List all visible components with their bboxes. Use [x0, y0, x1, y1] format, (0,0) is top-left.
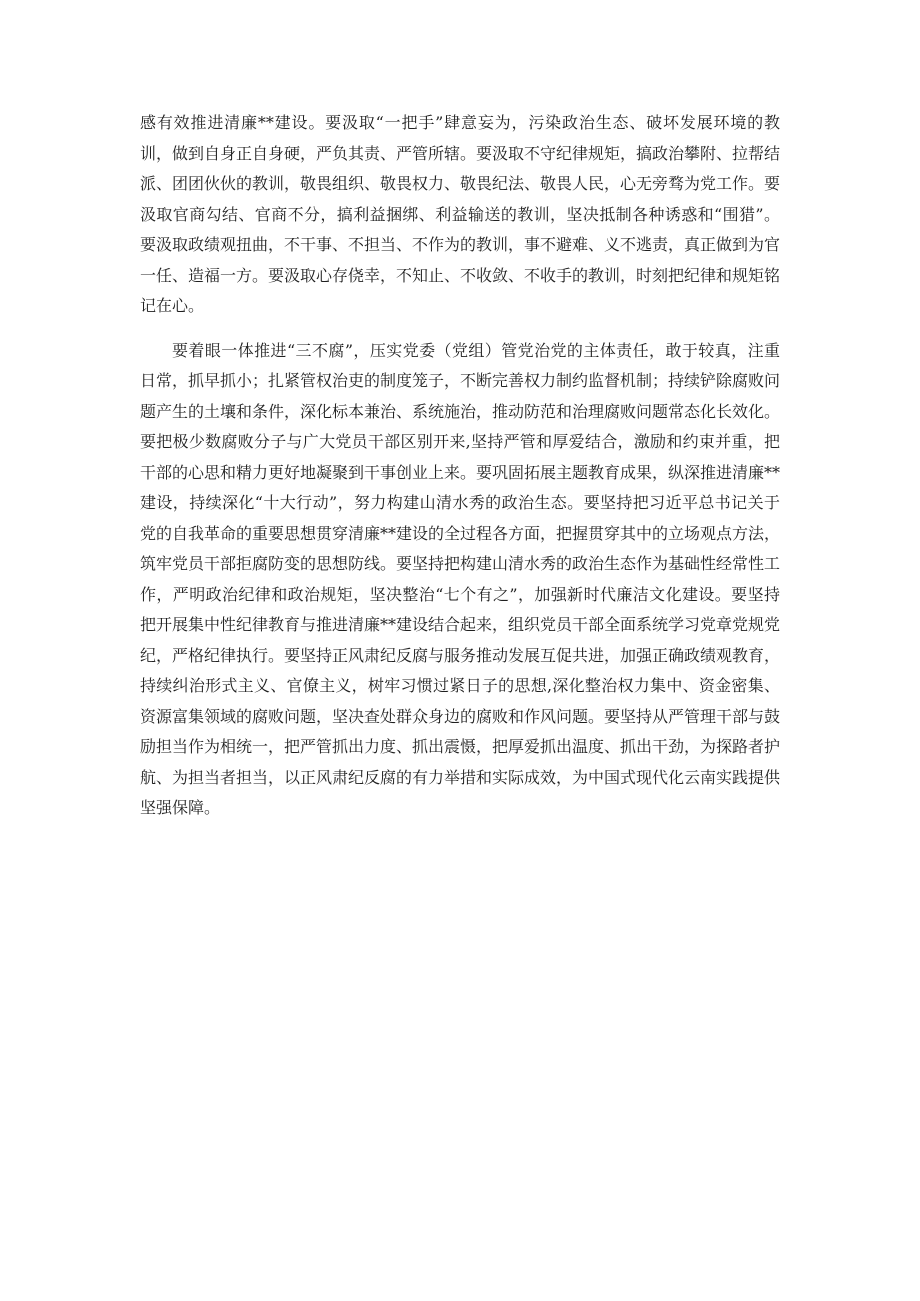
document-body [140, 108, 780, 824]
paragraph-2: 要着眼一体推进“三不腐”，压实党委（党组）管党治党的主体责任，敢于较真，注重日常，抓早抓小；扎紧管权治吏的制度笼子，不断完善权力制约监督机制；持续铲除腐败问题产生的土壤和条件，深化标本兼治、系统施治，推动防范和治理腐败问题常态化长效化。要把极少数腐败分子与广大党员干部区别开来,坚持严管和厚爱结合，激励和约束并重，把干部的心思和精力更好地凝聚到干事创业上来。要巩固拓展主题教育成果，纵深推进清廉**建设，持续深化“十大行动”，努力构建山清水秀的政治生态。要坚持把习近平总书记关于党的自我革命的重要思想贯穿清廉**建设的全过程各方面，把握贯穿其中的立场观点方法，筑牢党员干部拒腐防变的思想防线。要坚持把构建山清水秀的政治生态作为基础性经常性工作，严明政治纪律和政治规矩，坚决整治“七个有之”，加强新时代廉洁文化建设。要坚持把开展集中性纪律教育与推进清廉**建设结合起来，组织党员干部全面系统学习党章党规党纪，严格纪律执行。要坚持正风肃纪反腐与服务推动发展互促共进，加强正确政绩观教育，持续纠治形式主义、官僚主义，树牢习惯过紧日子的思想,深化整治权力集中、资金密集、资源富集领域的腐败问题，坚决查处群众身边的腐败和作风问题。要坚持从严管理干部与鼓励担当作为相统一，把严管抓出力度、抓出震慑，把厚爱抓出温度、抓出干劲，为探路者护航、为担当者担当，以正风肃纪反腐的有力举措和实际成效，为中国式现代化云南实践提供坚强保障。 [140, 340, 781, 817]
paragraph-1: 感有效推进清廉**建设。要汲取“一把手”肆意妄为，污染政治生态、破坏发展环境的教训，做到自身正自身硬，严负其责、严管所辖。要汲取不守纪律规矩，搞政治攀附、拉帮结派、团团伙伙的教训，敬畏组织、敬畏权力、敬畏纪法、敬畏人民，心无旁骛为党工作。要汲取官商勾结、官商不分，搞利益捆绑、利益输送的教训，坚决抵制各种诱惑和“围猎”。要汲取政绩观扭曲，不干事、不担当、不作为的教训，事不避难、义不逃责，真正做到为官一任、造福一方。要汲取心存侥幸，不知止、不收敛、不收手的教训，时刻把纪律和规矩铭记在心。 [140, 113, 781, 315]
